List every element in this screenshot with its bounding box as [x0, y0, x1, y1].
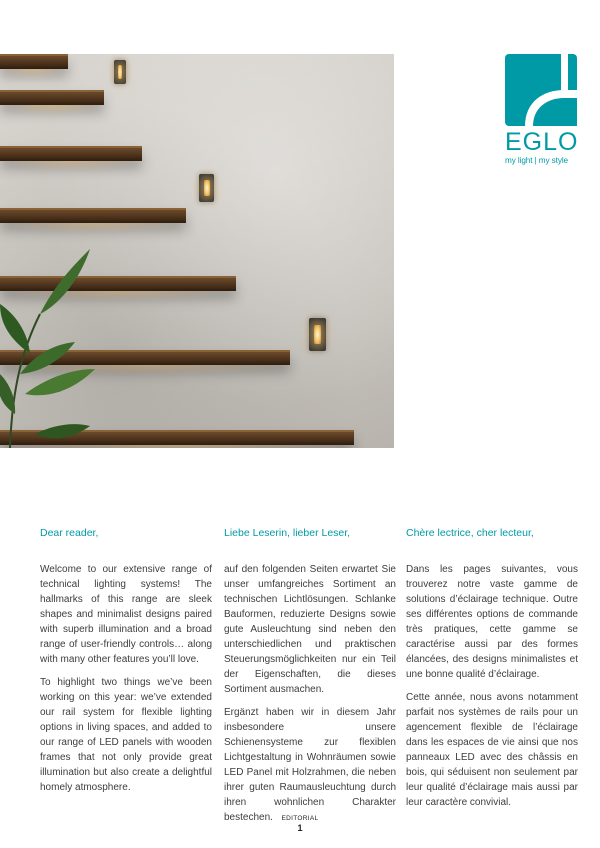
- page-number: 1: [297, 823, 303, 833]
- section-label: EDITORIAL: [281, 815, 319, 822]
- paragraph: To highlight two things we’ve been working on this year: we’ve extended our rail system for flexible lighting options in living spaces, and added to our range of LED panels with wooden frames that not only provide great illumination but also create a delightful homely atmosphere.: [40, 677, 212, 793]
- wall-lamp: [309, 318, 326, 351]
- stair-step: [0, 146, 142, 161]
- stair-step: [0, 54, 68, 69]
- column-german: [224, 526, 396, 833]
- plant-icon: [0, 244, 110, 448]
- paragraph: Dans les pages suivantes, vous trouverez notre vaste gamme de solutions d’éclairage technique. Outre ses différentes options de commande très pratiques, cette gamme se caractérise aussi par des formes élancées, des designs minimalistes et une bonne qualité d’éclairage.: [406, 564, 578, 680]
- column-french: [406, 526, 578, 818]
- wall-lamp: [199, 174, 214, 202]
- hero-photo: [0, 54, 394, 448]
- wall-lamp: [114, 60, 126, 84]
- column-english: [40, 526, 212, 803]
- salutation: Liebe Leserin, lieber Leser,: [224, 527, 351, 539]
- brand-tagline: my light | my style: [505, 156, 569, 165]
- paragraph: Ergänzt haben wir in diesem Jahr insbesondere unsere Schienensysteme zur flexiblen Lichtgestaltung in Wohnräumen sowie LED Panel mit Holzrahmen, die neben ihrer guten Raumausleuchtung durch ihren wohnlichen Charakter bestechen.: [224, 707, 396, 823]
- eglo-lamp-logo-icon: [505, 54, 577, 126]
- stair-step: [0, 208, 186, 223]
- stair-step: [0, 90, 104, 105]
- paragraph: Welcome to our extensive range of technical lighting systems! The hallmarks of this range are sleek shapes and minimalist designs paired with superb illumination and a broad range of user-friendly controls… along with many other features you’ll love.: [40, 564, 212, 665]
- page-footer: [0, 814, 600, 834]
- paragraph: Cette année, nous avons notamment parfait nos systèmes de rails pour un agencement flexible de l’éclairage dans les espaces de vie ainsi que nos panneaux LED avec des châssis en bois, qui séduisent non seulement par leur qualité d’éclairage mais aussi par leur caractère convivial.: [406, 692, 578, 808]
- brand-name: EGLO: [505, 128, 579, 156]
- salutation: Chère lectrice, cher lecteur,: [406, 527, 534, 539]
- brand-logo: [505, 54, 577, 165]
- salutation: Dear reader,: [40, 527, 99, 539]
- paragraph: auf den folgenden Seiten erwartet Sie unser umfangreiches Sortiment an technischen Lichtlösungen. Schlanke Bauformen, reduzierte Designs sowie gute Ausleuchtung sind neben den unterschiedlichen und praktischen Steuerungsmöglichkeiten nur ein Teil der Eigenschaften, die dieses Sortiment ausmachen.: [224, 564, 396, 695]
